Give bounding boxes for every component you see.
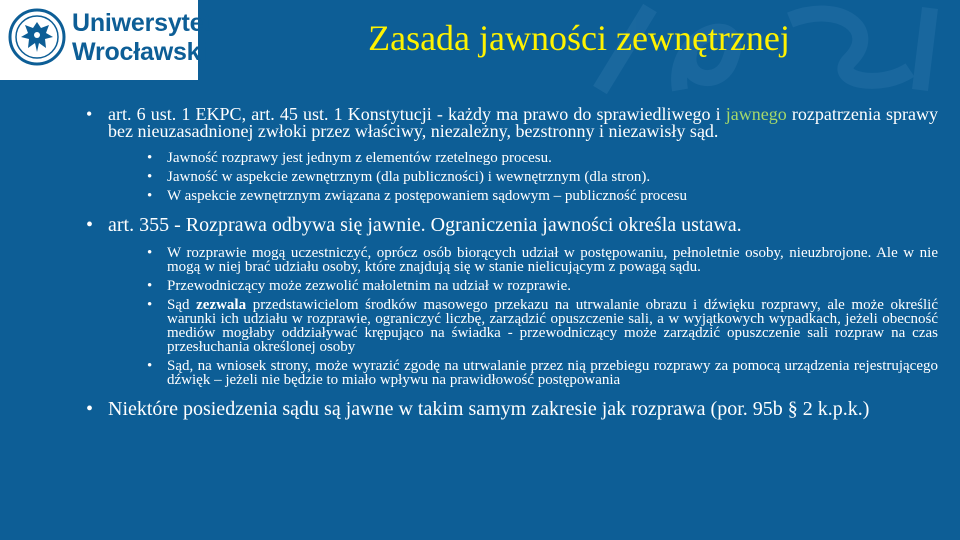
bullet-dot: • [147,358,153,374]
bullet-dot: • [147,188,153,204]
bullet-text: art. 355 - Rozprawa odbywa się jawnie. Ograniczenia jawności określa ustawa. [108,214,742,236]
bullet-posiedzenia [86,400,938,418]
sub-bullet-list [108,151,938,203]
bullet-dot: • [86,398,94,420]
slide-title: Zasada jawności zewnętrznej [368,18,790,58]
bullet-dot: • [147,297,153,313]
slide-content [86,106,938,431]
bullet-art-355 [86,216,938,387]
sub-bullet-text-pre: Sąd [167,297,197,313]
sub-bullet [147,189,938,203]
university-eagle-emblem-icon [8,8,66,66]
bullet-dot: • [147,150,153,166]
sub-bullet [147,359,938,387]
bullet-text: Niektóre posiedzenia sądu są jawne w takim samym zakresie jak rozprawa (por. 95b § 2 k.p.k.) [108,398,870,420]
bullet-text-pre: art. 6 ust. 1 EKPC, art. 45 ust. 1 Konstytucji - każdy ma prawo do sprawiedliwego i [108,104,726,124]
bullet-art-6-ekpc [86,106,938,203]
university-name-line2: Wrocławski [72,38,208,66]
sub-bullet-text: W aspekcie zewnętrznym związana z postępowaniem sądowym – publiczność procesu [167,188,687,204]
sub-bullet-text: Przewodniczący może zezwolić małoletnim na udział w rozprawie. [167,278,571,294]
sub-bullet-list [108,246,938,387]
university-name-line1: Uniwersytet [72,9,212,37]
sub-bullet [147,151,938,165]
university-logo [0,0,212,80]
sub-bullet-text-post: przedstawicielom środków masowego przekazu na utrwalanie obrazu i dźwięku rozprawy, ale może określić warunki ich udziału w rozprawie, ograniczyć liczbę, zarządzić opuszczenie sali, a w wyjątkowych wypadkach, jeżeli obecność mediów mogłaby oddziaływać krępująco na świadka - przewodniczący może zarządzić opuszczenie sali rozpraw na czas przesłuchania określonej osoby [167,297,938,355]
sub-bullet [147,298,938,354]
sub-bullet [147,279,938,293]
sub-bullet [147,170,938,184]
bold-word: zezwala [196,297,247,313]
bullet-dot: • [147,245,153,261]
sub-bullet-text: Jawność rozprawy jest jednym z elementów rzetelnego procesu. [167,150,552,166]
highlighted-word: jawnego [725,104,787,124]
bullet-dot: • [147,169,153,185]
university-name [72,9,212,67]
bullet-list [86,106,938,418]
bullet-dot: • [147,278,153,294]
sub-bullet-text: W rozprawie mogą uczestniczyć, oprócz osób biorących udział w postępowaniu, pełnoletnie osoby, nieuzbrojone. Ale w nie mogą w niej brać udziału osoby, które znajdują się w stanie nielicującym z powagą sądu. [167,245,938,275]
bullet-dot: • [86,104,93,124]
bullet-dot: • [86,214,94,236]
sub-bullet [147,246,938,274]
sub-bullet-text: Sąd, na wniosek strony, może wyrazić zgodę na utrwalanie przez nią przebiegu rozprawy za pomocą urządzenia rejestrującego dźwięk – jeżeli nie będzie to miało wpływu na prawidłowość postępowania [167,358,938,388]
bullet-text-post: rozpatrzenia sprawy bez nieuzasadnionej zwłoki przez właściwy, niezależny, bezstronny i niezawisły sąd. [108,104,938,141]
sub-bullet-text: Jawność w aspekcie zewnętrznym (dla publiczności) i wewnętrznym (dla stron). [167,169,651,185]
